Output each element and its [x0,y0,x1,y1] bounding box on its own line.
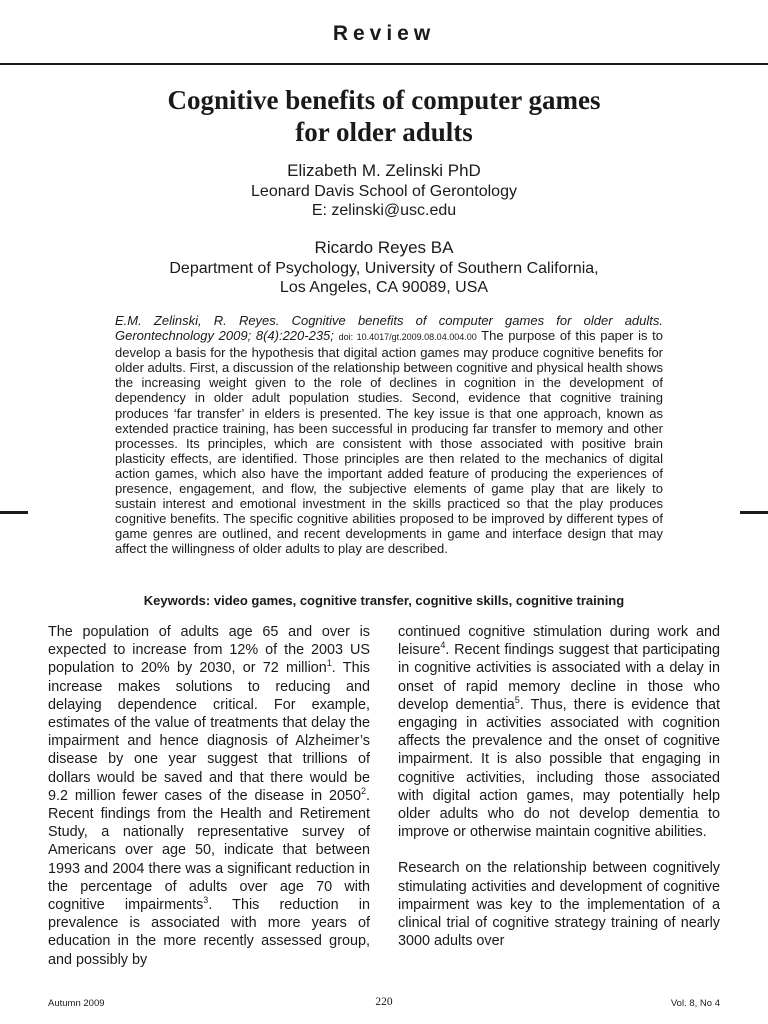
body-text: . Recent findings from the Health and Retirement Study, a nationally representative survey of Americans over age 50, indicate that between 1993 and 2004 there was a significant reduction in the percentage of adults over age 70 with cognitive impairments [48,787,370,914]
reference-mark: 4 [440,640,446,651]
section-label: Review [332,22,436,45]
body-text: . Thus, there is evidence that engaging in activities associated with cognition affects the prevalence and the onset of cognitive impairment. It is also possible that engaging in cognitive activities, including those associated with digital action games, may potentially help older adults who do not develop dementia to improve or otherwise maintain cognitive abilities. [398,696,720,841]
body-column-left [48,623,370,969]
author-affiliation: Leonard Davis School of Gerontology [251,183,517,200]
author-affiliation: Department of Psychology, University of Southern California, [169,260,599,277]
left-margin-mark [0,511,28,514]
author-block-2 [0,237,768,297]
author-email: E: zelinski@usc.edu [311,202,457,219]
body-text: . Recent findings suggest that participating in cognitive activities is associated with a delay in onset of rapid memory decline in those who develop dementia [398,642,720,713]
paragraph: Research on the relationship between cognitively stimulating activities and development of cognitive impairment was key to the implementation of a clinical trial of cognitive strategy training of nearly 3000 adults over [398,860,720,950]
reference-mark: 3 [203,895,209,906]
abstract-text: The purpose of this paper is to develop a basis for the hypothesis that digital action games may produce cognitive benefits for older adults. First, a discussion of the relationship between cognitive and physical health shows the increasing weight given to the role of declines in cognition in the development of dependency in older adult population studies. Second, evidence that cognitive training produces ‘far transfer’ in elders is presented. The key issue is that one approach, known as extended practice training, has been successful in producing far transfer to memory and other processes. Its principles, which are consistent with those associated with positive brain plasticity effects, are identified. Those principles are then related to the mechanics of digital action games, which also have the important added feature of producing the experiences of presence, engagement, and flow, the subjective elements of game play that are likely to sustain interest and emotional investment in the skills practiced so that the play produces cognitive benefits. The specific cognitive abilities proposed to be improved by different types of game genres are outlined, and recent developments in game and interface design that may affect the willingness of older adults to play are described. [115,328,663,557]
author-address: Los Angeles, CA 90089, USA [279,279,489,296]
header-rule [0,63,768,65]
body-text: continued cognitive stimulation during work and leisure [398,624,720,659]
title-line-2: for older adults [295,117,473,147]
keywords: Keywords: video games, cognitive transfer, cognitive skills, cognitive training [143,593,625,608]
reference-mark: 1 [326,658,332,669]
body-text: . This reduction in prevalence is associated with more years of education in the more recently assessed group, and possibly by [48,897,370,968]
author-block-1 [0,160,768,220]
footer-volume: Vol. 8, No 4 [670,998,720,1009]
body-column-right [398,623,720,950]
article-title [0,84,768,148]
abstract-doi: doi: 10.4017/gt.2009.08.04.004.00 [338,332,477,343]
title-line-1: Cognitive benefits of computer games [167,85,601,115]
footer-page-number: 220 [375,996,393,1008]
paragraph [398,623,720,841]
author-name: Ricardo Reyes BA [314,238,454,257]
abstract [115,313,663,557]
body-text: The population of adults age 65 and over is expected to increase from 12% of the 2003 US population to 20% by 2030, or 72 million [48,624,370,677]
abstract-citation: E.M. Zelinski, R. Reyes. Cognitive benefits of computer games for older adults. Gerontechnology 2009; 8(4):220-235; [115,313,663,344]
reference-mark: 5 [514,695,520,706]
right-margin-mark [740,511,768,514]
reference-mark: 2 [360,786,366,797]
body-text: . This increase makes solutions to reducing and delaying dependence critical. For example, estimates of the value of treatments that delay the impairment and hence diagnosis of Alzheimer’s disease by one year suggest that trillions of dollars would be saved and that there would be 9.2 million fewer cases of the disease in 2050 [48,660,370,804]
paragraph [48,623,370,969]
author-name: Elizabeth M. Zelinski PhD [287,161,481,180]
footer-issue-date: Autumn 2009 [48,998,105,1009]
